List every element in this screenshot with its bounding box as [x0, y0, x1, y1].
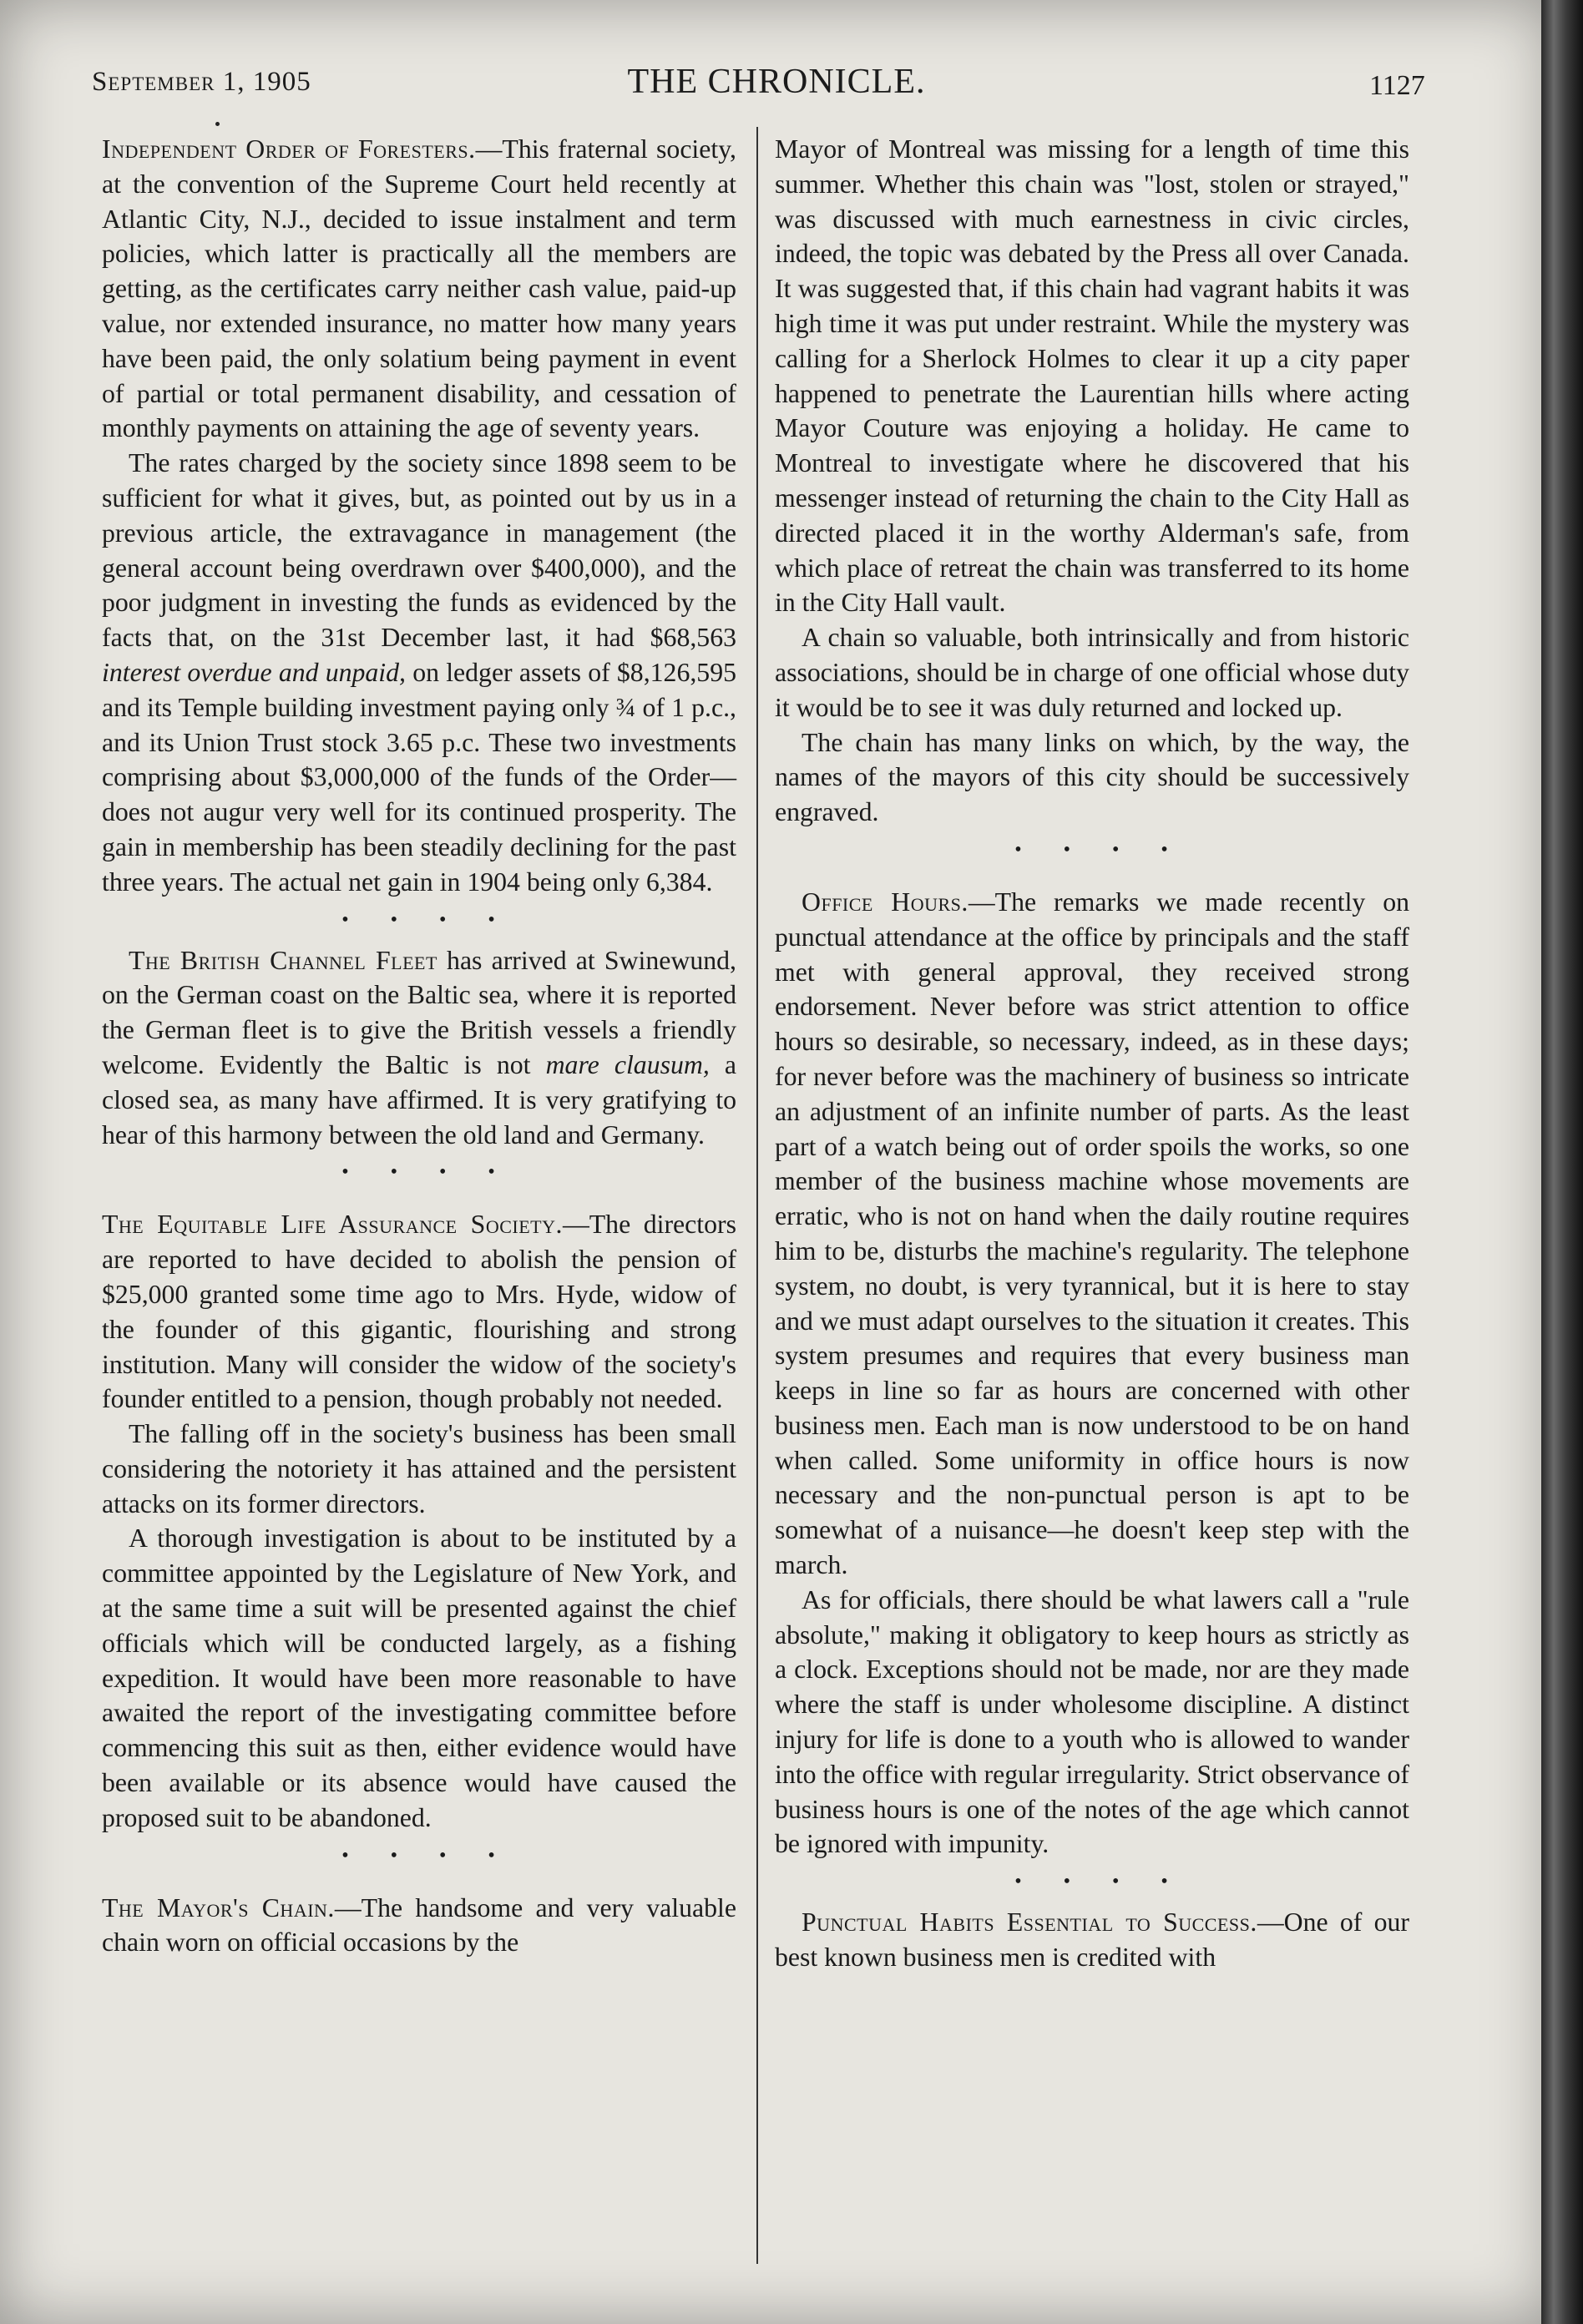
mayors-chain-paragraph-3: The chain has many links on which, by the way, the names of the mayors of this city should be successively engraved. — [775, 727, 1409, 827]
office-hours-heading: Office Hours. — [802, 887, 969, 917]
channel-fleet-italic: mare clausum, — [545, 1049, 710, 1079]
foresters-text-2a: The rates charged by the society since 1898 seem to be sufficient for what it gives, but, as pointed out by us in a previous article, the extravagance in management (the general account being overdrawn over $400,000), and the poor judgment in investing the funds as evidenced by the facts that, on the 31st December last, it had $68,563 — [102, 448, 736, 653]
spacer — [102, 1195, 736, 1207]
punctual-habits-heading: Punctual Habits Essential to Success. — [802, 1907, 1257, 1938]
issue-date: September 1, 1905 — [92, 67, 311, 97]
punctual-habits-text: —One of our best known business men is credited with — [775, 1907, 1409, 1973]
section-separator: • • • • — [341, 1844, 513, 1867]
office-hours-paragraph-2: As for officials, there should be what lawers call a "rule absolute," making it obligatory to keep hours as strictly as a clock. Exceptions should not be made, nor are they made where the staff is under wholesome discipline. A distinct injury for life is done to a youth who is allowed to wander into the office with regular irregularity. Strict observance of business hours is one of the notes of the age which cannot be ignored with impunity. — [775, 1584, 1409, 1859]
foresters-article — [102, 132, 736, 446]
ink-speck — [215, 122, 220, 126]
foresters-paragraph-2 — [102, 446, 736, 899]
channel-fleet-heading: The British Channel Fleet — [129, 945, 437, 975]
spacer — [775, 873, 1409, 885]
book-binding-edge — [1541, 0, 1583, 2324]
foresters-text-1: —This fraternal society, at the convention of the Supreme Court held recently at Atlantic City, N.J., decided to issue instalment and term policies, which latter is practically all the members are getting, as the certificates carry neither cash value, paid-up value, nor extended insurance, no matter how many years have been paid, the only solatium being payment in event of partial or total permanent disability, and cessation of monthly payments on attaining the age of seventy years. — [102, 134, 736, 443]
section-separator: • • • • — [1014, 1871, 1186, 1893]
mayors-chain-article — [102, 1891, 736, 1961]
foresters-heading: Independent Order of Foresters. — [102, 134, 476, 164]
column-divider — [756, 127, 758, 2264]
foresters-italic: interest overdue and unpaid, — [102, 657, 406, 687]
running-header — [0, 0, 1553, 117]
spacer — [102, 1879, 736, 1891]
section-separator: • • • • — [341, 908, 513, 931]
equitable-paragraph-3: A thorough investigation is about to be instituted by a committee appointed by the Legislature of New York, and at the same time a suit will be presented against the chief officials which will be conducted largely, as a fishing expedition. It would have been more reasonable to have awaited the report of the investigating committee before commencing this suit as then, either evidence would have been available or its absence would have caused the proposed suit to be abandoned. — [102, 1523, 736, 1832]
publication-title: THE CHRONICLE. — [627, 63, 926, 101]
equitable-text-1: —The directors are reported to have decided to abolish the pension of $25,000 granted some time ago to Mrs. Hyde, widow of the founder of this gigantic, flourishing and strong institution. Many will consider the widow of the society's founder entitled to a pension, though probably not needed. — [102, 1210, 736, 1414]
equitable-article — [102, 1207, 736, 1417]
foresters-text-2b: on ledger assets of $8,126,595 and its Temple building investment paying only ¾ of 1 p.c., and its Union Trust stock 3.65 p.c. These two investments comprising about $3,000,000 of the funds of the Order—does not augur very well for its continued prosperity. The gain in membership has been steadily declining for the past three years. The actual net gain in 1904 being only 6,384. — [102, 657, 736, 897]
channel-fleet-text-b: a closed sea, as many have affirmed. It is very gratifying to hear of this harmony between the old land and Germany. — [102, 1049, 737, 1149]
mayors-chain-continued: Mayor of Montreal was missing for a length of time this summer. Whether this chain was "lost, stolen or strayed," was discussed with much earnestness in civic circles, indeed, the topic was debated by the Press all over Canada. It was suggested that, if this chain had vagrant habits it was high time it was put under restraint. While the mystery was calling for a Sherlock Holmes to clear it up a city paper happened to penetrate the Laurentian hills where acting Mayor Couture was enjoying a holiday. He came to Montreal to investigate where he discovered that his messenger instead of returning the chain to the City Hall as directed placed it in the worthy Alderman's safe, from which place of retreat the chain was transferred to its home in the City Hall vault. — [775, 134, 1409, 618]
mayors-chain-heading: The Mayor's Chain. — [102, 1892, 335, 1922]
mayors-chain-text: —The handsome and very valuable chain worn on official occasions by the — [102, 1892, 736, 1958]
right-column — [775, 132, 1409, 1975]
punctual-habits-article — [775, 1905, 1409, 1975]
office-hours-text-1: —The remarks we made recently on punctual attendance at the office by principals and the staff met with general approval, they received strong endorsement. Never before was strict attention to office hours so desirable, so necessary, indeed, as in these days; for never before was the machinery of business so intricate an adjustment of an infinite number of parts. As the least part of a watch being out of order spoils the works, so one member of the business machine whose movements are erratic, who is not on hand when the daily routine requires him to be, disturbs the machine's regularity. The telephone system, no doubt, is very tyrannical, but it is here to stay and we must adapt ourselves to the situation it creates. This system presumes and requires that every business man keeps in line so far as hours are concerned with other business men. Each man is now understood to be on hand when called. Some uniformity in office hours is now necessary and the non-punctual person is apt to be somewhat of a nuisance—he doesn't keep step with the march. — [775, 887, 1410, 1580]
page-number: 1127 — [1369, 70, 1425, 101]
equitable-paragraph-2: The falling off in the society's business has been small considering the notoriety it has attained and the persistent attacks on its former directors. — [102, 1419, 736, 1518]
left-column — [102, 132, 736, 1960]
channel-fleet-text-a: has arrived at Swinewund, on the German coast on the Baltic sea, where it is reported the German fleet is to give the British vessels a friendly welcome. Evidently the Baltic is not — [102, 945, 736, 1079]
section-separator: • • • • — [341, 1161, 513, 1184]
section-separator: • • • • — [1014, 838, 1186, 861]
equitable-heading: The Equitable Life Assurance Society. — [102, 1210, 563, 1240]
channel-fleet-article — [102, 943, 736, 1153]
mayors-chain-paragraph-2: A chain so valuable, both intrinsically and from historic associations, should be in charge of one official whose duty it would be to see it was duly returned and locked up. — [775, 623, 1409, 722]
office-hours-article — [775, 885, 1409, 1583]
